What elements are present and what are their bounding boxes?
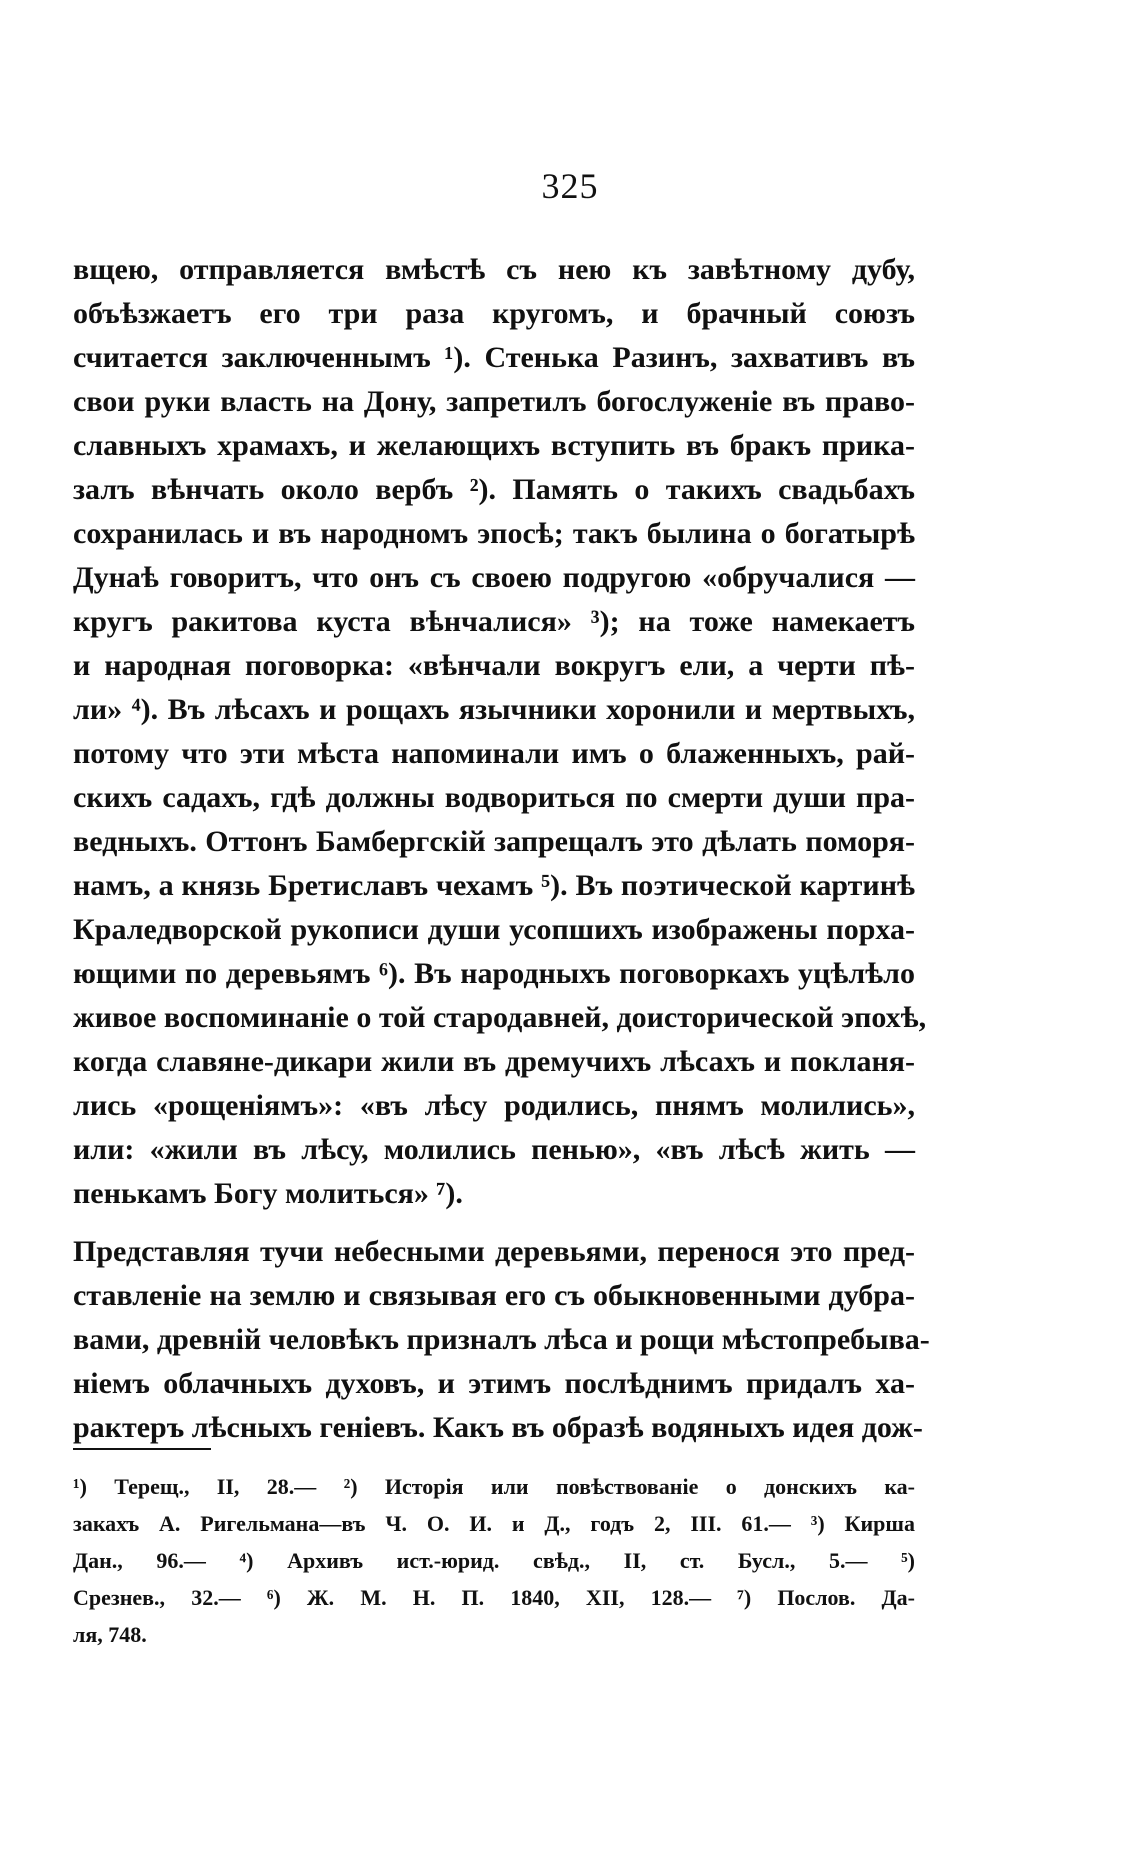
text-line: считается заключеннымъ ¹). Стенька Разинъ, захвативъ въ — [73, 341, 915, 374]
text-line: славныхъ храмахъ, и желающихъ вступить въ бракъ прика- — [73, 429, 915, 462]
text-line: живое воспоминаніе о той стародавней, доисторической эпохѣ, — [73, 1001, 927, 1034]
footnote-line: закахъ А. Ригельмана—въ Ч. О. И. и Д., годъ 2, III. 61.— ³) Кирша — [73, 1511, 915, 1536]
text-line: рактеръ лѣсныхъ геніевъ. Какъ въ образѣ водяныхъ идея дож- — [73, 1411, 923, 1444]
text-line: сохранилась и въ народномъ эпосѣ; такъ былина о богатырѣ — [73, 517, 915, 550]
text-line: вами, древній человѣкъ призналъ лѣса и рощи мѣстопребыва- — [73, 1323, 930, 1356]
text-line: потому что эти мѣста напоминали имъ о блаженныхъ, рай- — [73, 737, 915, 770]
text-line: ставленіе на землю и связывая его съ обыкновенными дубра- — [73, 1279, 915, 1312]
text-line: ющими по деревьямъ ⁶). Въ народныхъ поговоркахъ уцѣлѣло — [73, 957, 915, 990]
text-line: объѣзжаетъ его три раза кругомъ, и брачный союзъ — [73, 297, 915, 330]
footnote-line: Дан., 96.— ⁴) Архивъ ист.-юрид. свѣд., II, ст. Бусл., 5.— ⁵) — [73, 1548, 915, 1573]
footnote-line: ля, 748. — [73, 1622, 147, 1647]
paragraph — [73, 1230, 930, 1450]
page-number: 325 — [541, 166, 599, 206]
text-line: Дунаѣ говоритъ, что онъ съ своею подругою «обручалися — — [73, 561, 915, 594]
paragraph-gap — [73, 1216, 915, 1230]
paragraph — [73, 248, 927, 1216]
footnotes — [73, 1468, 915, 1653]
text-line: ведныхъ. Оттонъ Бамбергскій запрещалъ это дѣлать поморя- — [73, 825, 915, 858]
text-line: когда славяне-дикари жили въ дремучихъ лѣсахъ и покланя- — [73, 1045, 915, 1078]
text-line: пенькамъ Богу молиться» ⁷). — [73, 1177, 463, 1210]
body-text — [73, 248, 930, 1450]
footnote-divider — [73, 1448, 211, 1450]
text-line: вщею, отправляется вмѣстѣ съ нею къ завѣтному дубу, — [73, 253, 915, 286]
text-line: и народная поговорка: «вѣнчали вокругъ ели, а черти пѣ- — [73, 649, 915, 682]
text-line: лись «рощеніямъ»: «въ лѣсу родились, пнямъ молились», — [73, 1089, 915, 1122]
text-line: скихъ садахъ, гдѣ должны водвориться по смерти души пра- — [73, 781, 915, 814]
text-line: залъ вѣнчать около вербъ ²). Память о такихъ свадьбахъ — [73, 473, 915, 506]
text-line: свои руки власть на Дону, запретилъ богослуженіе въ право- — [73, 385, 915, 418]
text-line: кругъ ракитова куста вѣнчалися» ³); на тоже намекаетъ — [73, 605, 915, 638]
text-line: ніемъ облачныхъ духовъ, и этимъ послѣднимъ придалъ ха- — [73, 1367, 915, 1400]
text-line: Краледворской рукописи души усопшихъ изображены порха- — [73, 913, 915, 946]
text-line: ли» ⁴). Въ лѣсахъ и рощахъ язычники хоронили и мертвыхъ, — [73, 693, 915, 726]
footnote-line: Срезнев., 32.— ⁶) Ж. М. Н. П. 1840, XII, 128.— ⁷) Послов. Да- — [73, 1585, 915, 1610]
text-line: или: «жили въ лѣсу, молились пенью», «въ лѣсѣ жить — — [73, 1133, 915, 1166]
text-line: намъ, а князь Бретиславъ чехамъ ⁵). Въ поэтической картинѣ — [73, 869, 915, 902]
footnote-line: ¹) Терещ., II, 28.— ²) Исторія или повѣствованіе о донскихъ ка- — [73, 1474, 915, 1499]
text-line: Представляя тучи небесными деревьями, перенося это пред- — [73, 1235, 915, 1268]
